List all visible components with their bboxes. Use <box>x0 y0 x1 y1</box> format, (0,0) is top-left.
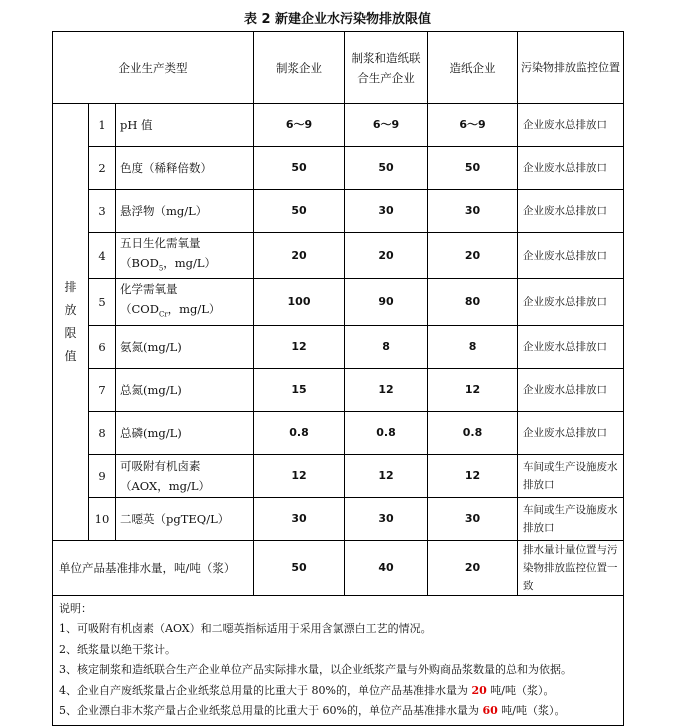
note-1: 1、可吸附有机卤素（AOX）和二噁英指标适用于采用含氯漂白工艺的情况。 <box>59 622 432 636</box>
discharge-combined: 40 <box>345 540 428 595</box>
header-type: 企业生产类型 <box>53 32 254 104</box>
table-row <box>53 147 624 190</box>
table-row <box>53 368 624 411</box>
value-pulp: 100 <box>254 279 345 325</box>
value-paper: 30 <box>428 497 518 540</box>
pollutant-name <box>116 279 254 325</box>
pollutant-name: 总磷(mg/L) <box>116 411 254 454</box>
header-row <box>53 32 624 104</box>
pollutant-name-line1: 化学需氧量 <box>120 282 178 297</box>
notes-cell <box>53 595 624 725</box>
value-pulp: 12 <box>254 325 345 368</box>
table-row <box>53 497 624 540</box>
pollutant-name: 二噁英（pgTEQ/L） <box>116 497 254 540</box>
value-combined: 50 <box>345 147 428 190</box>
value-paper: 12 <box>428 368 518 411</box>
pollutant-name-line1: 五日生化需氧量 <box>120 236 201 250</box>
value-paper: 0.8 <box>428 411 518 454</box>
value-pulp: 20 <box>254 233 345 279</box>
pollutant-name-line2: （$COD_{Cr}$，mg/L） <box>120 302 221 319</box>
value-combined: 6～9 <box>345 104 428 147</box>
monitor-location: 企业废水总排放口 <box>518 190 624 233</box>
table-row <box>53 325 624 368</box>
pollutant-name: 氨氮(mg/L) <box>116 325 254 368</box>
value-combined: 20 <box>345 233 428 279</box>
header-paper: 造纸企业 <box>428 32 518 104</box>
value-paper: 20 <box>428 233 518 279</box>
discharge-pulp: 50 <box>254 540 345 595</box>
monitor-location: 企业废水总排放口 <box>518 233 624 279</box>
pollutant-name <box>116 233 254 279</box>
row-number: 9 <box>89 454 116 497</box>
monitor-location: 车间或生产设施废水排放口 <box>518 497 624 540</box>
row-number: 5 <box>89 279 116 325</box>
discharge-paper: 20 <box>428 540 518 595</box>
discharge-monitor-location: 排水量计量位置与污染物排放监控位置一致 <box>518 540 624 595</box>
discharge-label: 单位产品基准排水量，吨/吨（浆） <box>53 540 254 595</box>
note-5: 5、企业漂白非木浆产量占企业纸浆总用量的比重大于 60%的，单位产品基准排水量为 60 吨/吨（浆）。 <box>59 704 566 718</box>
value-paper: 8 <box>428 325 518 368</box>
value-paper: 30 <box>428 190 518 233</box>
row-number: 2 <box>89 147 116 190</box>
value-pulp: 12 <box>254 454 345 497</box>
value-paper: 50 <box>428 147 518 190</box>
monitor-location: 企业废水总排放口 <box>518 147 624 190</box>
value-paper: 6～9 <box>428 104 518 147</box>
note-2: 2、纸浆量以绝干浆计。 <box>59 642 176 656</box>
table-row <box>53 190 624 233</box>
row-number: 4 <box>89 233 116 279</box>
row-number: 1 <box>89 104 116 147</box>
pollutant-name <box>116 454 254 497</box>
header-pulp: 制浆企业 <box>254 32 345 104</box>
value-pulp: 50 <box>254 147 345 190</box>
pollutant-name-line1: 可吸附有机卤素 <box>120 458 201 473</box>
row-number: 8 <box>89 411 116 454</box>
value-combined: 0.8 <box>345 411 428 454</box>
discharge-row <box>53 540 624 595</box>
table-row <box>53 104 624 147</box>
header-combined: 制浆和造纸联合生产企业 <box>345 32 428 104</box>
value-pulp: 6～9 <box>254 104 345 147</box>
pollutant-name: 总氮(mg/L) <box>116 368 254 411</box>
table-row <box>53 233 624 279</box>
value-pulp: 50 <box>254 190 345 233</box>
table-row <box>53 411 624 454</box>
note-4: 4、企业自产废纸浆量占企业纸浆总用量的比重大于 80%的，单位产品基准排水量为 20 吨/吨（浆）。 <box>59 683 555 697</box>
value-combined: 30 <box>345 190 428 233</box>
pollutant-name: pH 值 <box>116 104 254 147</box>
monitor-location: 车间或生产设施废水排放口 <box>518 454 624 497</box>
value-combined: 90 <box>345 279 428 325</box>
pollutant-name: 色度（稀释倍数） <box>116 147 254 190</box>
header-monitor: 污染物排放监控位置 <box>518 32 624 104</box>
table-row <box>53 279 624 325</box>
value-pulp: 30 <box>254 497 345 540</box>
value-combined: 8 <box>345 325 428 368</box>
monitor-location: 企业废水总排放口 <box>518 279 624 325</box>
pollutant-name-line2: （AOX，mg/L） <box>120 478 210 493</box>
note-4-value: 20 <box>471 683 487 697</box>
table-row <box>53 454 624 497</box>
row-number: 7 <box>89 368 116 411</box>
monitor-location: 企业废水总排放口 <box>518 368 624 411</box>
monitor-location: 企业废水总排放口 <box>518 325 624 368</box>
monitor-location: 企业废水总排放口 <box>518 411 624 454</box>
value-paper: 12 <box>428 454 518 497</box>
monitor-location: 企业废水总排放口 <box>518 104 624 147</box>
value-combined: 12 <box>345 454 428 497</box>
emission-limits-table <box>52 31 624 726</box>
notes-heading: 说明： <box>59 601 92 615</box>
notes-row <box>53 595 624 725</box>
row-number: 10 <box>89 497 116 540</box>
value-pulp: 15 <box>254 368 345 411</box>
value-combined: 30 <box>345 497 428 540</box>
group-label: 排放限值 <box>53 104 89 541</box>
table-title: 表 2 新建企业水污染物排放限值 <box>243 12 432 27</box>
pollutant-name-line2: （$BOD_5$，mg/L） <box>120 256 217 273</box>
value-combined: 12 <box>345 368 428 411</box>
pollutant-name: 悬浮物（mg/L） <box>116 190 254 233</box>
row-number: 3 <box>89 190 116 233</box>
value-pulp: 0.8 <box>254 411 345 454</box>
note-5-value: 60 <box>482 704 498 718</box>
note-3: 3、核定制浆和造纸联合生产企业单位产品实际排水量，以企业纸浆产量与外购商品浆数量的总和为依据。 <box>59 663 572 677</box>
value-paper: 80 <box>428 279 518 325</box>
row-number: 6 <box>89 325 116 368</box>
